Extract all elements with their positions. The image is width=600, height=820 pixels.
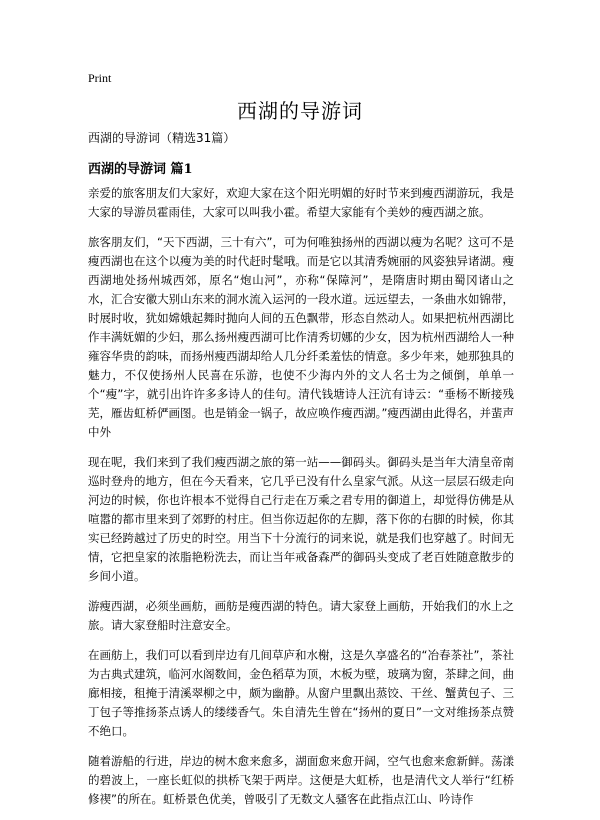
page-title: 西湖的导游词 [237, 99, 363, 123]
paragraph: 现在呢，我们来到了我们瘦西湖之旅的第一站——御码头。御码头是当年大清皇帝南巡时登舟的地方，但在今天看来，它几乎已没有什么皇家气派。从这一层层石级走向河边的时候，你也许根本不觉得自己行走在万乘之君专用的御道上，却觉得仿佛是从喧嚣的都市里来到了郊野的村庄。但当你迈起你的左脚，落下你的右脚的时候，你其实已经跨越过了历史的时空。用当下十分流行的词来说，就是我们也穿越了。时间无情，它把皇家的浓脂艳粉洗去，而让当年戒备森严的御码头变成了老百姓随意散步的乡间小道。 [88, 455, 514, 583]
article-body [88, 184, 514, 820]
document-subtitle: 西湖的导游词（精选31篇） [88, 131, 236, 145]
print-link[interactable]: Print [88, 71, 112, 85]
paragraph: 旅客朋友们，“天下西湖，三十有六”，可为何唯独扬州的西湖以瘦为名呢？这可不是瘦西湖也在这个以瘦为美的时代赶时髦哦。而是它以其清秀婉丽的风姿独异诸湖。瘦西湖地处扬州城西郊，原名“炮山河”，亦称“保障河”，是隋唐时期由蜀冈诸山之水，汇合安徽大别山东来的洞水流入运河的一段水道。远远望去，一条曲水如锦带，时展时收，犹如嫦娥起舞时抛向人间的五色飘带，形态自然动人。如果把杭州西湖比作丰满妩媚的少妇，那么扬州瘦西湖可比作清秀切娜的少女，因为杭州西湖给人一种雍容华贵的韵味，而扬州瘦西湖却给人几分纤柔羞怯的情意。多少年来，她那独具的魅力，不仅使扬州人民喜在乐游，也使不少海内外的文人名士为之倾倒，单单一个“瘦”字，就引出许许多多诗人的佳句。清代钱塘诗人汪沆有诗云：“垂杨不断接残芜，雁齿虹桥俨画图。也是销金一锅子，故应唤作瘦西湖。”瘦西湖由此得名，并蜚声中外 [88, 235, 514, 439]
paragraph: 亲爱的旅客朋友们大家好，欢迎大家在这个阳光明媚的好时节来到瘦西湖游玩，我是大家的导游员霍雨佳，大家可以叫我小霍。希望大家能有个美妙的瘦西湖之旅。 [88, 186, 514, 219]
paragraph: 游瘦西湖，必须坐画舫，画舫是瘦西湖的特色。请大家登上画舫，开始我们的水上之旅。请大家登船时注意安全。 [88, 599, 514, 632]
section-heading: 西湖的导游词 篇1 [88, 162, 193, 177]
paragraph: 在画舫上，我们可以看到岸边有几间草庐和水榭，这是久享盛名的“冶春茶社”，茶社为古典式建筑，临河水阁数间，金色稻草为顶，木板为壁，玻璃为窗，茶肆之间，曲廊相接，租掩于清溪翠柳之中，颇为幽静。从窗户里飘出蒸饺、干丝、蟹黄包子、三丁包子等推扬茶点诱人的缕缕香气。朱自清先生曾在“扬州的夏日”一文对维扬茶点赞不绝口。 [88, 648, 514, 738]
paragraph: 随着游船的行进，岸边的树木愈来愈多，湖面愈来愈开阔，空气也愈来愈新鲜。荡漾的碧波上，一座长虹似的拱桥飞架于两岸。这便是大虹桥，也是清代文人举行“红桥修禊”的所在。虹桥景色优美，曾吸引了无数文人骚客在此指点江山、吟诗作 [88, 754, 514, 806]
